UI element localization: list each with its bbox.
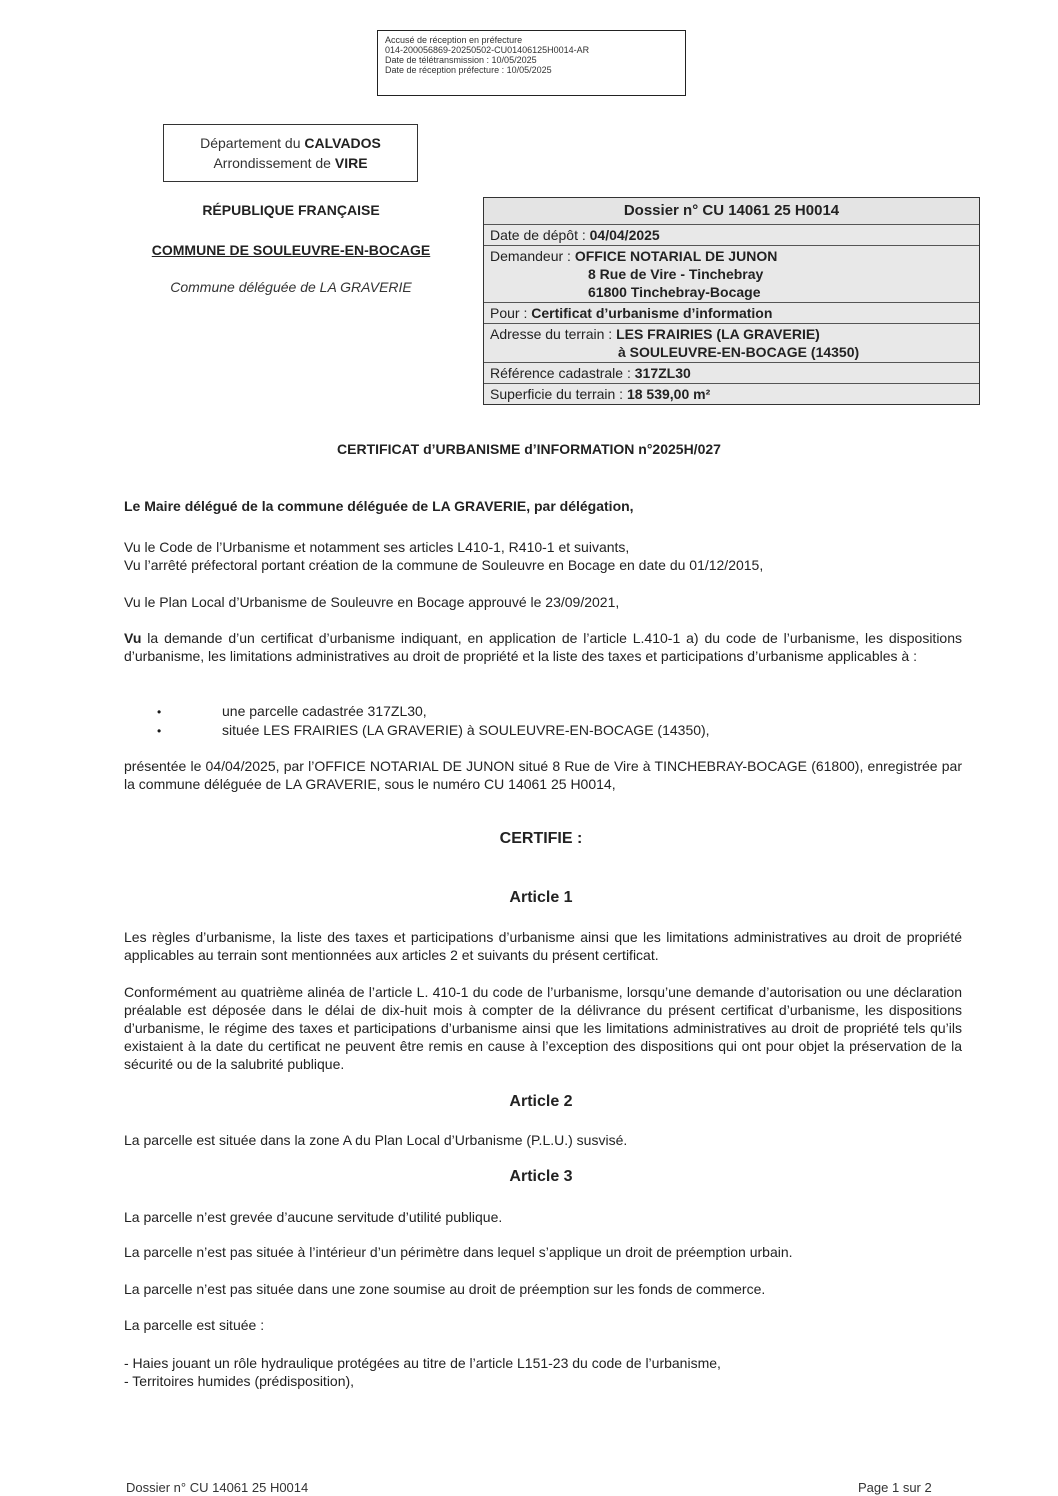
- bullet-icon: •: [157, 724, 162, 738]
- demandeur-row: [484, 245, 979, 302]
- republique-heading: RÉPUBLIQUE FRANÇAISE: [202, 202, 380, 218]
- certifie-heading: CERTIFIE :: [499, 830, 583, 847]
- bullet-parcelle: une parcelle cadastrée 317ZL30,: [222, 703, 427, 719]
- dossier-title: Dossier n° CU 14061 25 H0014: [484, 198, 979, 224]
- department-box: [163, 124, 418, 182]
- presentee-statement: présentée le 04/04/2025, par l’OFFICE NOTARIAL DE JUNON situé 8 Rue de Vire à TINCHEBRAY-BOCAGE (61800), enregistrée par la commune déléguée de LA GRAVERIE, sous le numéro CU 14061 25 H0014,: [124, 758, 962, 792]
- adresse-row: [484, 323, 979, 362]
- depot-value: 04/04/2025: [589, 227, 660, 243]
- adresse-value-1: LES FRAIRIES (LA GRAVERIE): [616, 326, 820, 342]
- pour-value: Certificat d’urbanisme d’information: [531, 305, 773, 321]
- stamp-line: Accusé de réception en préfecture: [385, 35, 523, 45]
- article-3-paragraph-1: La parcelle n’est grevée d’aucune servitude d’utilité publique.: [124, 1209, 503, 1225]
- stamp-line: Date de réception préfecture : 10/05/2025: [385, 65, 552, 75]
- superficie-row: [484, 383, 979, 404]
- reference-row: [484, 362, 979, 383]
- vu-plu: Vu le Plan Local d’Urbanisme de Souleuvre en Bocage approuvé le 23/09/2021,: [124, 594, 620, 610]
- reception-stamp: [377, 30, 686, 96]
- reference-label: Référence cadastrale :: [490, 365, 635, 381]
- vu-arrete: Vu l’arrêté préfectoral portant création de la commune de Souleuvre en Bocage en date du 01/12/2015,: [124, 557, 764, 573]
- pour-label: Pour :: [490, 305, 532, 321]
- superficie-label: Superficie du terrain :: [490, 386, 627, 402]
- adresse-label: Adresse du terrain :: [490, 326, 617, 342]
- superficie-value: 18 539,00 m²: [626, 386, 711, 402]
- footer-dossier: Dossier n° CU 14061 25 H0014: [126, 1480, 309, 1495]
- commune-heading: COMMUNE DE SOULEUVRE-EN-BOCAGE: [151, 242, 431, 258]
- demandeur-address-1: 8 Rue de Vire - Tinchebray: [588, 266, 764, 282]
- department-prefix: Département du: [200, 135, 305, 151]
- vu-demande-text: la demande d’un certificat d’urbanisme indiquant, en application de l’article L.410-1 a) du code de l’urbanisme, les dispositions d’urbanisme, les limitations administratives au droit de propriété et la liste des taxes et participations d’urbanisme applicables à :: [124, 630, 962, 664]
- demandeur-name: OFFICE NOTARIAL DE JUNON: [574, 248, 778, 264]
- bullet-icon: •: [157, 705, 162, 719]
- vu-demande: [124, 629, 962, 665]
- bullet-situation: située LES FRAIRIES (LA GRAVERIE) à SOULEUVRE-EN-BOCAGE (14350),: [222, 722, 710, 738]
- depot-row: [484, 224, 979, 245]
- department-name: CALVADOS: [304, 135, 381, 151]
- article-3-paragraph-3: La parcelle n’est pas située dans une zone soumise au droit de préemption sur les fonds de commerce.: [124, 1281, 766, 1297]
- pour-row: [484, 302, 979, 323]
- article-1-heading: Article 1: [509, 889, 573, 906]
- vu-bold: Vu: [124, 630, 142, 646]
- arrondissement-line: [164, 153, 417, 173]
- article-2-paragraph: La parcelle est située dans la zone A du Plan Local d’Urbanisme (P.L.U.) susvisé.: [124, 1132, 628, 1148]
- article-3-heading: Article 3: [509, 1168, 573, 1185]
- footer-page: Page 1 sur 2: [858, 1480, 932, 1495]
- demandeur-label: Demandeur :: [490, 248, 575, 264]
- article-3-paragraph-4: La parcelle est située :: [124, 1317, 265, 1333]
- stamp-line: Date de télétransmission : 10/05/2025: [385, 55, 537, 65]
- maire-statement: Le Maire délégué de la commune déléguée de LA GRAVERIE, par délégation,: [124, 498, 634, 514]
- arrondissement-prefix: Arrondissement de: [213, 155, 335, 171]
- article-3-item-1: - Haies jouant un rôle hydraulique protégées au titre de l’article L151-23 du code de l’urbanisme,: [124, 1355, 721, 1371]
- vu-code: Vu le Code de l’Urbanisme et notamment ses articles L410-1, R410-1 et suivants,: [124, 539, 630, 555]
- dossier-box: [483, 197, 980, 405]
- article-1-paragraph-1: Les règles d’urbanisme, la liste des taxes et participations d’urbanisme ainsi que les limitations administratives au droit de propriété applicables au terrain sont mentionnées aux articles 2 et suivants du présent certificat.: [124, 929, 962, 963]
- depot-label: Date de dépôt :: [490, 227, 590, 243]
- stamp-line: 014-200056869-20250502-CU01406125H0014-AR: [385, 45, 590, 55]
- article-3-paragraph-2: La parcelle n’est pas située à l’intérieur d’un périmètre dans lequel s’applique un droit de préemption urbain.: [124, 1244, 793, 1260]
- article-2-heading: Article 2: [509, 1093, 573, 1110]
- article-1-paragraph-2: Conformément au quatrième alinéa de l’article L. 410-1 du code de l’urbanisme, lorsqu’une demande d’autorisation ou une déclaration préalable est déposée dans le délai de dix-huit mois à compter de la délivrance du présent certificat d’urbanisme, les dispositions d’urbanisme, le régime des taxes et participations d’urbanisme ainsi que les limitations administratives au droit de propriété tels qu’ils existaient à la date du certificat ne peuvent être remis en cause à l’exception des dispositions qui ont pour objet la préservation de la sécurité ou de la salubrité publique.: [124, 984, 962, 1072]
- arrondissement-name: VIRE: [334, 155, 368, 171]
- reference-value: 317ZL30: [634, 365, 691, 381]
- demandeur-address-2: 61800 Tinchebray-Bocage: [588, 284, 761, 300]
- article-3-item-2: - Territoires humides (prédisposition),: [124, 1373, 355, 1389]
- adresse-value-2: à SOULEUVRE-EN-BOCAGE (14350): [618, 344, 860, 360]
- department-line: [164, 133, 417, 153]
- commune-deleguee: Commune déléguée de LA GRAVERIE: [170, 279, 412, 295]
- certificate-title: CERTIFICAT d’URBANISME d’INFORMATION n°2025H/027: [337, 441, 721, 457]
